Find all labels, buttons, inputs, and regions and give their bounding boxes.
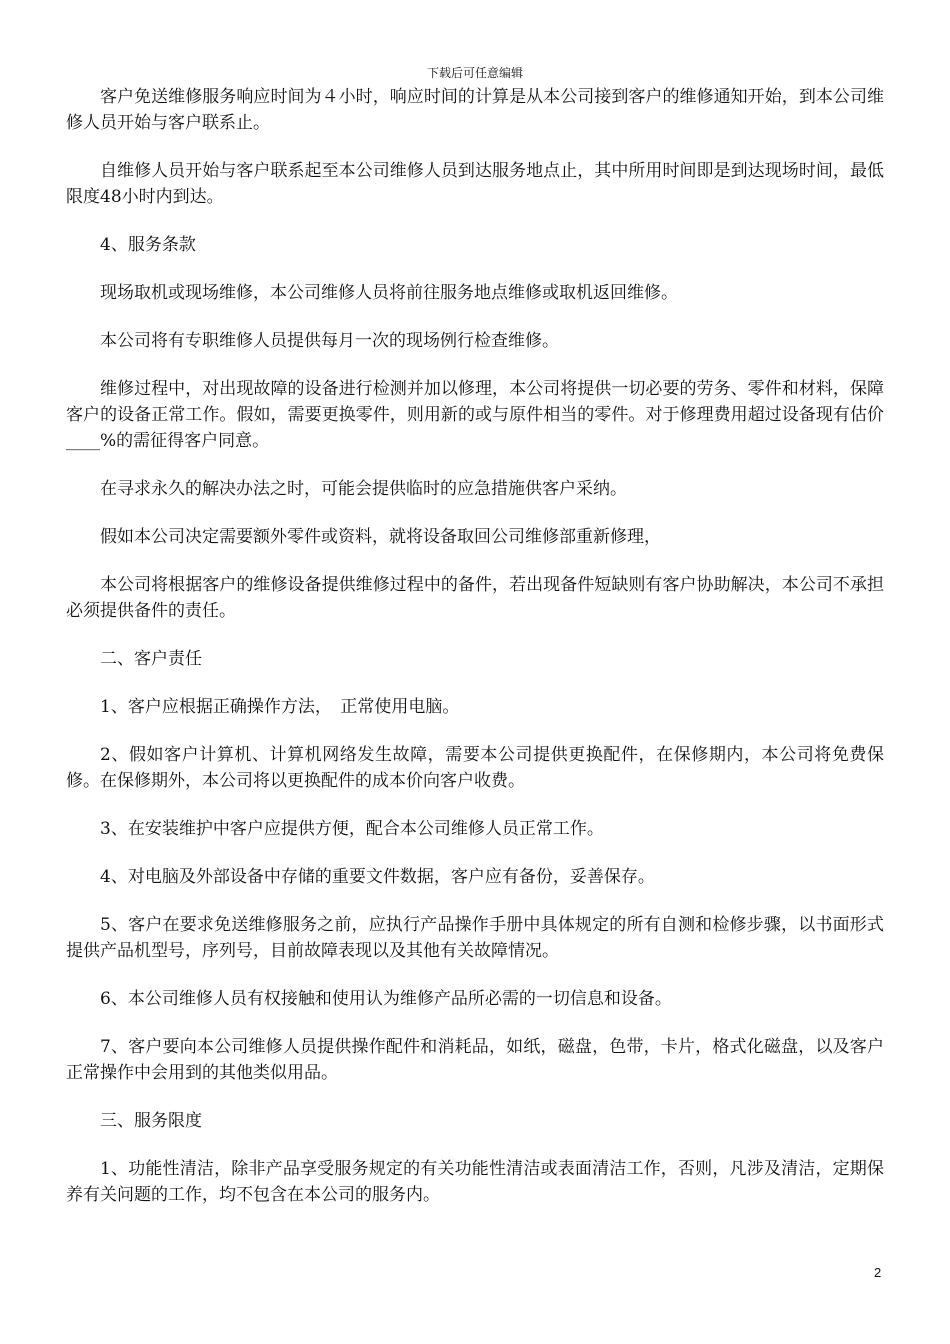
paragraph-temporary-measures: 在寻求永久的解决办法之时，可能会提供临时的应急措施供客户采纳。 (100, 479, 627, 499)
paragraph-monthly-inspection: 本公司将有专职维修人员提供每月一次的现场例行检查维修。 (100, 331, 559, 351)
page-number: 2 (874, 1265, 882, 1280)
section-heading-customer-responsibility: 二、客户责任 (100, 649, 202, 669)
section-heading-service-terms: 4、服务条款 (100, 235, 196, 255)
list-item-2: 2、假如客户计算机、计算机网络发生故障，需要本公司提供更换配件，在保修期内，本公司将免费保修。在保修期外，本公司将以更换配件的成本价向客户收费。 (66, 745, 884, 791)
document-body (66, 84, 884, 1230)
paragraph-response-time: 客户免送维修服务响应时间为４小时，响应时间的计算是从本公司接到客户的维修通知开始，到本公司维修人员开始与客户联系止。 (66, 87, 884, 133)
paragraph-arrival-time: 自维修人员开始与客户联系起至本公司维修人员到达服务地点止，其中所用时间即是到达现场时间，最低限度48小时内到达。 (66, 161, 884, 207)
paragraph-spare-parts: 本公司将根据客户的维修设备提供维修过程中的备件，若出现备件短缺则有客户协助解决，本公司不承担必须提供备件的责任。 (66, 575, 884, 621)
list-item-4: 4、对电脑及外部设备中存储的重要文件数据，客户应有备份，妥善保存。 (100, 867, 655, 887)
paragraph-repair-process: 维修过程中，对出现故障的设备进行检测并加以修理，本公司将提供一切必要的劳务、零件和材料，保障客户的设备正常工作。假如，需要更换零件，则用新的或与原件相当的零件。对于修理费用超过设备现有估价____%的需征得客户同意。 (66, 379, 884, 451)
list-item-6: 6、本公司维修人员有权接触和使用认为维修产品所必需的一切信息和设备。 (100, 989, 672, 1009)
list-item-functional-cleaning: 1、功能性清洁，除非产品享受服务规定的有关功能性清洁或表面清洁工作，否则，凡涉及清洁，定期保养有关问题的工作，均不包含在本公司的服务内。 (66, 1159, 884, 1205)
section-heading-service-limits: 三、服务限度 (100, 1111, 202, 1131)
list-item-7: 7、客户要向本公司维修人员提供操作配件和消耗品，如纸，磁盘，色带，卡片，格式化磁盘，以及客户正常操作中会用到的其他类似用品。 (66, 1037, 884, 1083)
paragraph-extra-parts: 假如本公司决定需要额外零件或资料，就将设备取回公司维修部重新修理， (100, 527, 661, 547)
list-item-1: 1、客户应根据正确操作方法， 正常使用电脑。 (100, 697, 460, 717)
list-item-3: 3、在安装维护中客户应提供方便，配合本公司维修人员正常工作。 (100, 819, 604, 839)
paragraph-onsite-repair: 现场取机或现场维修，本公司维修人员将前往服务地点维修或取机返回维修。 (100, 283, 678, 303)
header-note: 下载后可任意编辑 (426, 66, 523, 80)
list-item-5: 5、客户在要求免送维修服务之前，应执行产品操作手册中具体规定的所有自测和检修步骤，以书面形式提供产品机型号，序列号，目前故障表现以及其他有关故障情况。 (66, 915, 884, 961)
